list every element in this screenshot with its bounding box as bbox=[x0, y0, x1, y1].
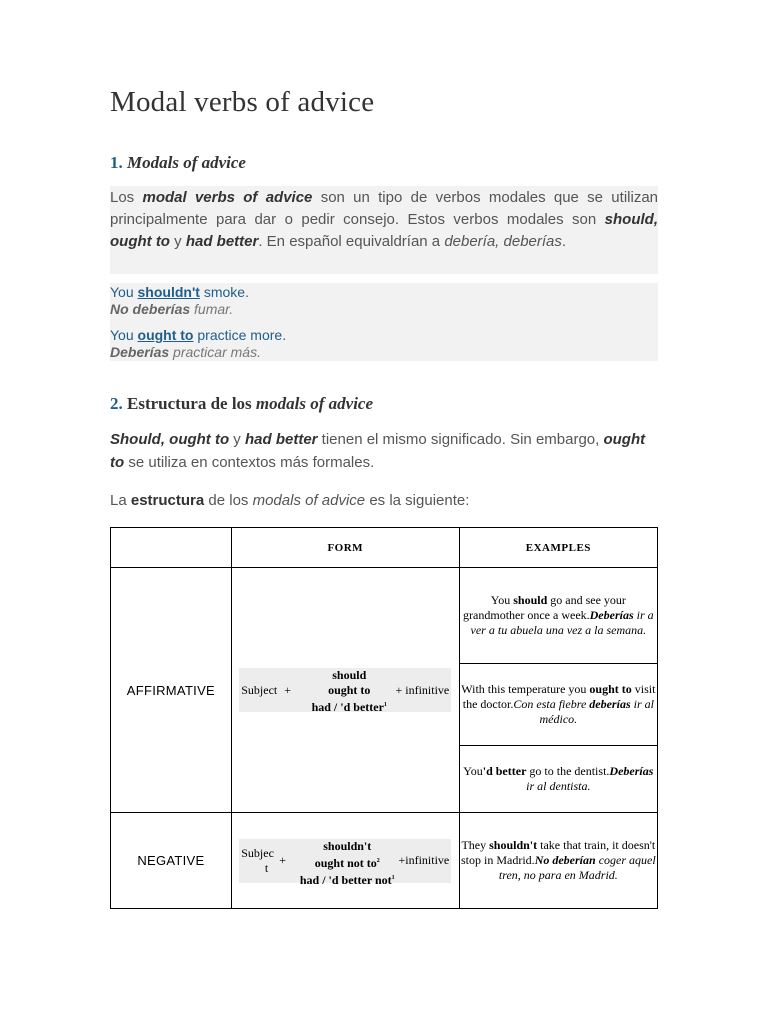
formula-modal bbox=[291, 698, 407, 715]
paragraph-text: La bbox=[110, 492, 131, 509]
example-modal: should bbox=[513, 593, 548, 607]
affirmative-form-cell bbox=[231, 568, 459, 813]
bold-term: ought to bbox=[110, 431, 646, 471]
example-modal: ought to bbox=[589, 682, 632, 696]
example-text: You bbox=[490, 593, 514, 607]
paragraph-text: es la siguiente: bbox=[365, 492, 470, 509]
translation-text: fumar. bbox=[190, 301, 234, 317]
formula-modal: ought to bbox=[328, 683, 371, 697]
example-translation bbox=[110, 301, 233, 317]
example-text: You bbox=[110, 284, 138, 300]
footnote-marker: 2 bbox=[376, 857, 380, 864]
negative-formula bbox=[239, 838, 451, 887]
footnote-marker: 1 bbox=[383, 702, 387, 708]
example-text: You bbox=[463, 764, 483, 778]
formula-infinitive: + infinitive bbox=[395, 683, 450, 697]
example-text: smoke. bbox=[199, 284, 249, 300]
paragraph-text: de los bbox=[204, 492, 253, 509]
example-modal: shouldn't bbox=[489, 838, 538, 852]
example-link-ought-to[interactable]: ought to bbox=[137, 327, 194, 343]
bold-term: estructura bbox=[130, 492, 205, 509]
table-row-affirmative bbox=[111, 568, 658, 664]
paragraph-text: se utiliza en contextos más formales. bbox=[124, 454, 375, 471]
example-cell bbox=[459, 746, 657, 813]
formula-modal-text: had / 'd better not bbox=[299, 872, 392, 887]
translation-modal: Deberías bbox=[589, 608, 634, 622]
section-heading-modals-of-advice bbox=[110, 153, 246, 173]
intro-bold-term: should, ought to bbox=[110, 211, 658, 250]
example-text: They bbox=[461, 838, 490, 852]
table-header-empty bbox=[111, 528, 232, 568]
example-link-shouldnt[interactable]: shouldn't bbox=[137, 284, 200, 300]
formula-modal bbox=[287, 871, 407, 888]
section-title: Estructura de los bbox=[127, 394, 256, 413]
paragraph-text: y bbox=[229, 431, 245, 448]
formula-modal-stack bbox=[287, 839, 407, 888]
translation-modal: Deberías bbox=[609, 764, 654, 778]
examples-box bbox=[110, 283, 658, 361]
affirmative-formula bbox=[239, 668, 451, 712]
example-sentence bbox=[110, 284, 249, 300]
example-translation bbox=[110, 344, 261, 360]
intro-italic-term: debería, deberías bbox=[444, 233, 562, 250]
paragraph-text: tienen el mismo significado. Sin embargo, bbox=[317, 431, 604, 448]
intro-text: . bbox=[561, 233, 567, 250]
translation-text: practicar más. bbox=[169, 344, 261, 360]
translation-bold: Deberías bbox=[110, 344, 170, 360]
translation-text: ir a ver a tu abuela una vez a la semana. bbox=[470, 608, 654, 637]
intro-paragraph bbox=[110, 186, 658, 274]
footnote-marker: 1 bbox=[391, 874, 395, 881]
formula-plus: + bbox=[279, 852, 287, 867]
translation-modal: deberías bbox=[589, 697, 631, 711]
negative-form-cell bbox=[231, 813, 459, 909]
structure-intro-paragraph bbox=[110, 489, 658, 512]
example-text: take that train, it doesn't stop in Madrid. bbox=[461, 838, 656, 867]
formula-modal: shouldn't bbox=[323, 838, 372, 853]
example-text: go to the dentist. bbox=[526, 764, 610, 778]
example-cell bbox=[459, 664, 657, 746]
table-header-form: FORM bbox=[231, 528, 459, 568]
row-label-negative: NEGATIVE bbox=[111, 813, 232, 909]
intro-text: . En español equivaldrían a bbox=[258, 233, 445, 250]
intro-text: Los bbox=[110, 189, 143, 206]
italic-term: modals of advice bbox=[252, 492, 366, 509]
table-header-examples: EXAMPLES bbox=[459, 528, 657, 568]
translation-text: ir al médico. bbox=[539, 697, 654, 726]
formula-modal-text: had / 'd better bbox=[311, 700, 384, 714]
example-text: visit the doctor. bbox=[462, 682, 656, 711]
section-title: Modals of advice bbox=[127, 153, 246, 172]
intro-text: y bbox=[169, 233, 186, 250]
page-title: Modal verbs of advice bbox=[110, 86, 375, 118]
example-modal: 'd better bbox=[482, 764, 527, 778]
formula-modal-stack bbox=[291, 668, 407, 715]
example-cell bbox=[459, 813, 657, 909]
translation-text: coger aquel tren, no para en Madrid. bbox=[498, 853, 656, 882]
row-label-affirmative: AFFIRMATIVE bbox=[111, 568, 232, 813]
formula-modal: should bbox=[332, 668, 367, 682]
structure-paragraph bbox=[110, 428, 658, 474]
section-number: 1. bbox=[110, 153, 123, 172]
translation-text: ir al dentista. bbox=[526, 779, 591, 793]
example-text: practice more. bbox=[193, 327, 287, 343]
structure-table bbox=[110, 527, 658, 909]
formula-subject-text: t bbox=[264, 860, 269, 875]
example-sentence bbox=[110, 327, 286, 343]
table-row-negative bbox=[111, 813, 658, 909]
section-number: 2. bbox=[110, 394, 123, 413]
example-text: You bbox=[110, 327, 138, 343]
intro-bold-term: modal verbs of advice bbox=[142, 189, 313, 206]
formula-modal-text: ought not to bbox=[314, 855, 377, 870]
intro-text: son un tipo de verbos modales que se utilizan principalmente para dar o pedir consejo. Estos verbos modales son bbox=[110, 189, 659, 228]
formula-modal bbox=[287, 854, 407, 871]
intro-bold-term: had better bbox=[185, 233, 259, 250]
translation-text: Con esta fiebre bbox=[513, 697, 590, 711]
translation-bold: No deberías bbox=[110, 301, 191, 317]
formula-subject: Subject bbox=[241, 683, 278, 697]
section-heading-structure bbox=[110, 394, 373, 414]
translation-modal: No deberían bbox=[534, 853, 596, 867]
example-text: With this temperature you bbox=[461, 682, 590, 696]
formula-subject bbox=[241, 846, 274, 876]
bold-term: had better bbox=[244, 431, 318, 448]
example-text: go and see your grandmother once a week. bbox=[463, 593, 626, 622]
example-cell bbox=[459, 568, 657, 664]
formula-plus: + bbox=[284, 683, 292, 697]
section-title-italic: modals of advice bbox=[255, 394, 374, 413]
table-header-row bbox=[111, 528, 658, 568]
bold-term: Should, ought to bbox=[110, 431, 230, 448]
formula-infinitive: +infinitive bbox=[398, 852, 450, 867]
formula-subject-text: Subjec bbox=[241, 845, 274, 860]
